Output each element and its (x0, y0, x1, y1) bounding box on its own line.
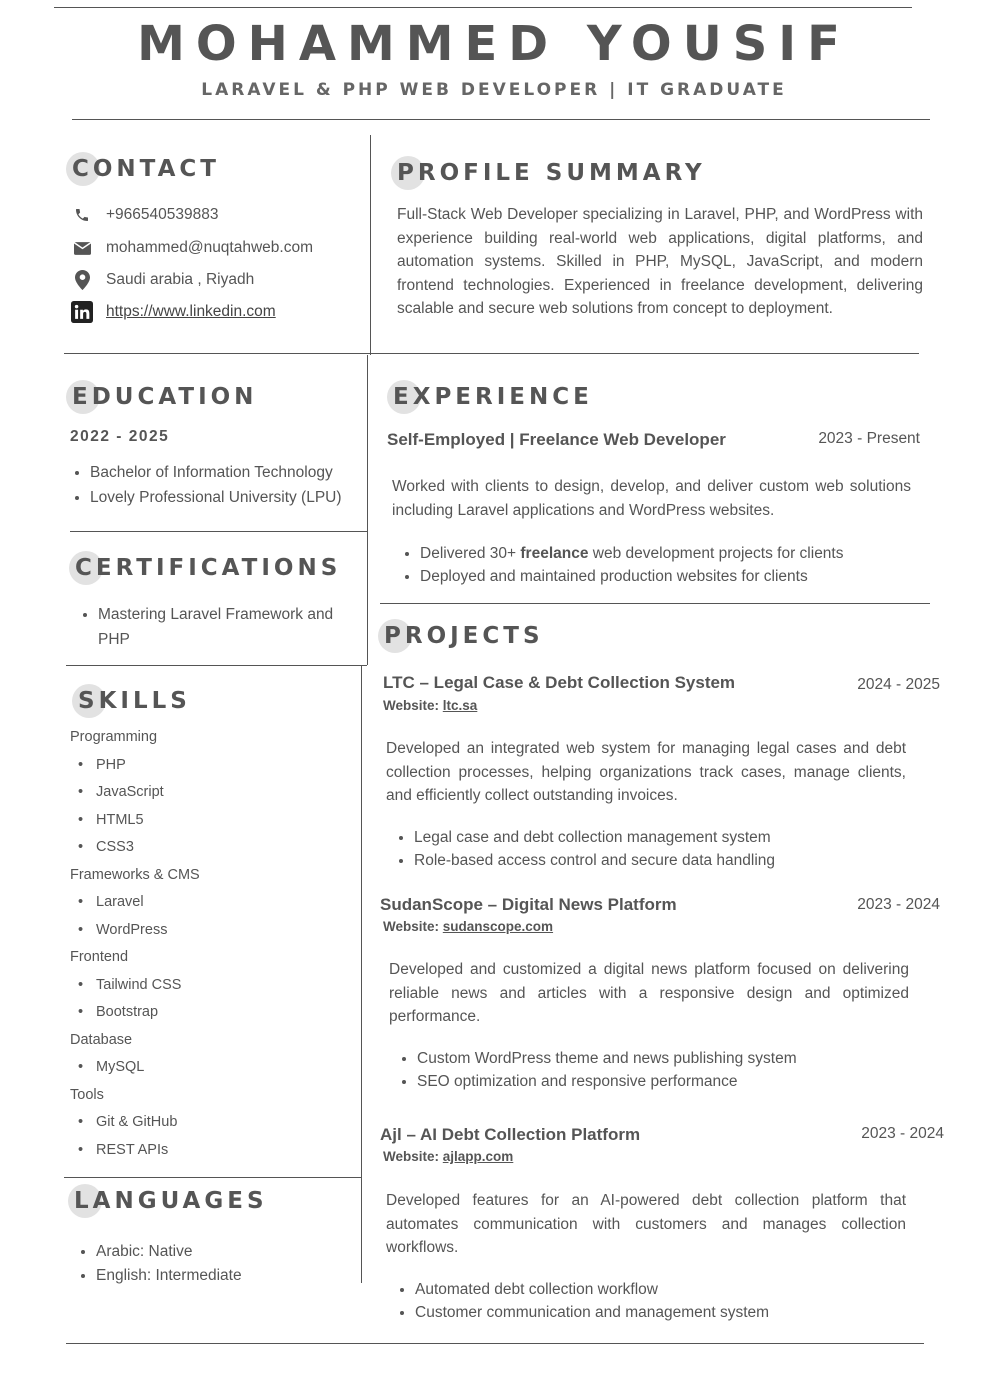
skill-item: • Git & GitHub (70, 1109, 350, 1137)
skill-item: • REST APIs (70, 1137, 350, 1165)
skill-item: • PHP (70, 752, 350, 780)
skill-item: • Bootstrap (70, 999, 350, 1027)
skill-item: • JavaScript (70, 779, 350, 807)
skill-category: Tools (70, 1086, 104, 1103)
education-list (64, 460, 342, 510)
skill-category: Frameworks & CMS (70, 866, 200, 883)
contact-linkedin[interactable] (70, 300, 276, 324)
certifications-list (72, 602, 368, 652)
profile-rule (370, 353, 919, 354)
bottom-rule (66, 1343, 924, 1344)
skill-item: • MySQL (70, 1054, 350, 1082)
project-title: LTC – Legal Case & Debt Collection System (383, 673, 736, 692)
list-item: • Bachelor of Information Technology (90, 460, 342, 485)
contact-location (70, 268, 254, 292)
project-website-link[interactable]: ltc.sa (442, 698, 478, 713)
list-item: • Delivered 30+ freelance web development projects for clients (420, 543, 844, 566)
linkedin-icon (70, 300, 94, 324)
resume-name: MOHAMMED YOUSIF (137, 16, 851, 72)
experience-list (394, 543, 844, 588)
list-item: • Custom WordPress theme and news publishing system (417, 1048, 797, 1071)
phone-icon (70, 203, 94, 227)
skill-category: Database (70, 1031, 133, 1048)
contact-rule (64, 353, 370, 354)
languages-list (70, 1240, 242, 1287)
education-years: 2022 - 2025 (70, 428, 170, 445)
project-title: Ajl – AI Debt Collection Platform (380, 1125, 641, 1144)
location-pin-icon (70, 268, 94, 292)
column-divider-top (370, 135, 371, 355)
profile-heading: PROFILE SUMMARY (397, 156, 706, 190)
experience-rule (380, 603, 930, 604)
contact-email[interactable] (70, 236, 313, 260)
projects-heading: PROJECTS (384, 619, 544, 653)
project-website-link[interactable]: sudanscope.com (442, 919, 554, 934)
certifications-heading: CERTIFICATIONS (75, 551, 341, 585)
skill-item: • CSS3 (70, 834, 350, 862)
project-description: Developed features for an AI-powered debt collection platform that automates communication with customers and manages collection workflows. (386, 1192, 906, 1256)
experience-title: Self-Employed | Freelance Web Developer (387, 430, 726, 449)
experience-dates: 2023 - Present (818, 430, 920, 447)
skill-item: • WordPress (70, 917, 350, 945)
column-divider-bottom (361, 665, 362, 1283)
list-item: • English: Intermediate (96, 1264, 242, 1288)
project-bullets (389, 1279, 769, 1324)
location-text: Saudi arabia , Riyadh (106, 271, 255, 288)
list-item: • Automated debt collection workflow (415, 1279, 769, 1302)
list-item: • Customer communication and management system (415, 1302, 769, 1325)
skill-category: Programming (70, 729, 158, 745)
education-rule (70, 531, 367, 532)
resume-subtitle: LARAVEL & PHP WEB DEVELOPER | IT GRADUATE (201, 80, 787, 100)
email-text: mohammed@nuqtahweb.com (106, 239, 314, 256)
profile-text: Full-Stack Web Developer specializing in Laravel, PHP, and WordPress with experience building real-world web applications, digital platforms, and automation systems. Skilled in PHP, MySQL, JavaScript, and modern frontend technologies. Experienced in freelance development, delivering scalable and secure web solutions from concept to deployment. (397, 206, 923, 317)
project-bullets (388, 827, 775, 872)
skills-heading: SKILLS (78, 684, 191, 718)
skills-list (70, 724, 350, 1164)
project-title: SudanScope – Digital News Platform (380, 895, 677, 914)
project-website-link[interactable]: ajlapp.com (442, 1149, 514, 1164)
project-description: Developed an integrated web system for managing legal cases and debt collection processes, helping organizations track cases, manage clients, and efficiently collect outstanding invoices. (386, 740, 906, 804)
project-website: Website: sudanscope.com (383, 919, 554, 934)
list-item: • Lovely Professional University (LPU) (90, 485, 342, 510)
email-icon (70, 236, 94, 260)
phone-text: +966540539883 (106, 206, 219, 223)
languages-heading: LANGUAGES (74, 1184, 268, 1218)
list-item: • Legal case and debt collection management system (414, 827, 775, 850)
project-bullets (391, 1048, 797, 1093)
skill-item: • Laravel (70, 889, 350, 917)
list-item: • SEO optimization and responsive performance (417, 1071, 797, 1094)
contact-heading: CONTACT (72, 152, 220, 186)
project-website: Website: ajlapp.com (383, 1149, 514, 1164)
list-item: • Deployed and maintained production websites for clients (420, 566, 844, 589)
skills-rule (64, 1177, 361, 1178)
experience-heading: EXPERIENCE (393, 380, 593, 414)
skill-item: • HTML5 (70, 807, 350, 835)
list-item: • Arabic: Native (96, 1240, 242, 1264)
project-dates: 2023 - 2024 (857, 896, 940, 913)
contact-phone[interactable] (70, 203, 219, 227)
education-heading: EDUCATION (72, 380, 257, 414)
project-dates: 2024 - 2025 (857, 676, 940, 693)
list-item: • Mastering Laravel Framework and PHP (98, 602, 368, 652)
skill-item: • Tailwind CSS (70, 972, 350, 1000)
project-website: Website: ltc.sa (383, 698, 478, 713)
linkedin-link[interactable]: https://www.linkedin.com (106, 303, 276, 320)
certifications-rule (66, 665, 367, 666)
header-rule (72, 119, 930, 120)
project-description: Developed and customized a digital news platform focused on delivering reliable news and articles with a responsive design and optimized performance. (389, 961, 909, 1025)
list-item: • Role-based access control and secure data handling (414, 850, 775, 873)
project-dates: 2023 - 2024 (861, 1125, 944, 1142)
skill-category: Frontend (70, 949, 129, 965)
experience-description: Worked with clients to design, develop, and deliver custom web solutions including Laravel applications and WordPress websites. (392, 478, 911, 519)
top-rule (54, 7, 912, 8)
